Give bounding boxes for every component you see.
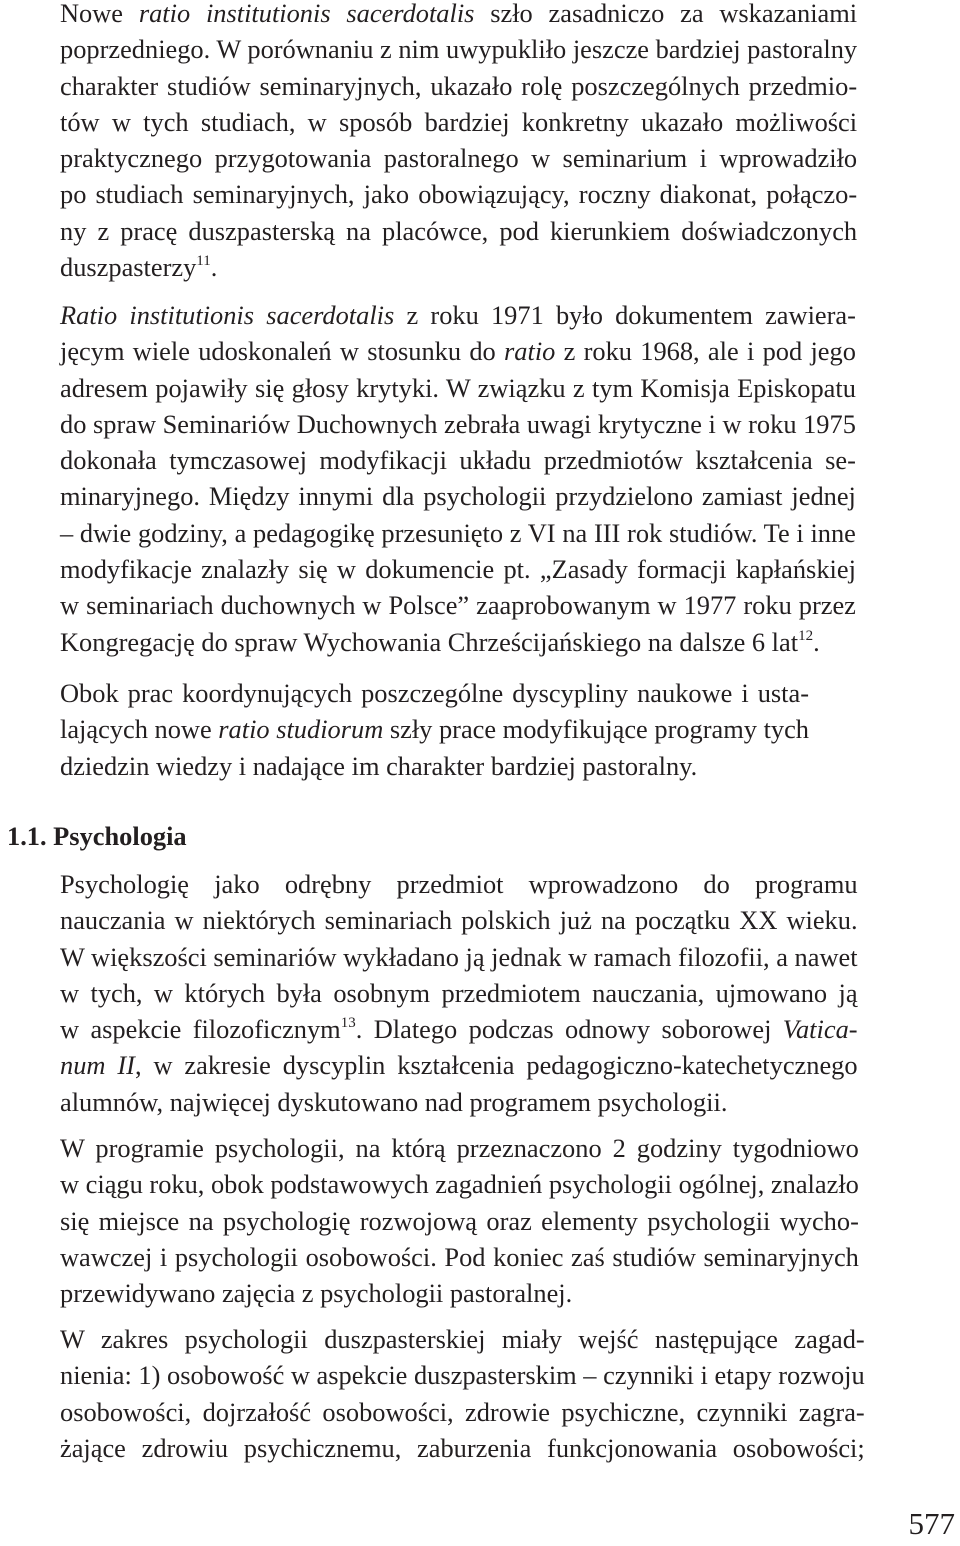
text-line: Psychologię jako odrębny przedmiot wprowadzono do programu — [60, 869, 858, 899]
text-line: alumnów, najwięcej dyskutowano nad programem psychologii. — [60, 1086, 728, 1117]
text-line: – dwie godziny, a pedagogikę przesunięto z VI na III rok studiów. Te i inne — [60, 517, 856, 548]
text-line: osobowości, dojrzałość osobowości, zdrowie psychiczne, czynniki zagra- — [60, 1396, 865, 1427]
text-line: wawczej i psychologii osobowości. Pod koniec zaś studiów seminaryjnych — [60, 1241, 859, 1272]
text-line: nienia: 1) osobowość w aspekcie duszpasterskim – czynniki i etapy rozwoju — [60, 1360, 865, 1391]
text-line: nauczania w niektórych seminariach polskich już na początku XX wieku. — [60, 905, 858, 936]
footnote-ref[interactable]: 11 — [196, 253, 211, 270]
text-line: dziedzin wiedzy i nadające im charakter bardziej pastoralny. — [60, 750, 698, 781]
paragraph-ratio-1971 — [7, 297, 856, 660]
page-number: 577 — [908, 1506, 955, 1541]
paragraph-ratio-1 — [7, 0, 857, 285]
footnote-ref[interactable]: 12 — [798, 627, 814, 644]
text-line: Ratio institutionis sacerdotalis z roku 1971 było dokumentem zawiera- — [60, 300, 856, 330]
text-line: Nowe ratio institutionis sacerdotalis szło zasadniczo za wskazaniami — [60, 0, 858, 28]
text-line: poprzedniego. W porównaniu z nim uwypukliło jeszcze bardziej pastoralny — [60, 34, 858, 65]
text-line: się miejsce na psychologię rozwojową oraz elementy psychologii wycho- — [60, 1205, 859, 1236]
text-line: lających nowe ratio studiorum szły prace modyfikujące programy tych — [60, 714, 810, 745]
paragraph-psychologia-duszpasterska — [7, 1321, 865, 1466]
text-line: ny z pracę duszpasterską na placówce, pod kierunkiem doświadczonych — [60, 215, 858, 246]
text-line: tów w tych studiach, w sposób bardziej konkretny ukazało możliwości — [60, 106, 858, 137]
text-line: w tych, w których była osobnym przedmiotem nauczania, ujmowano ją — [60, 977, 858, 1008]
paragraph-ratio-studiorum — [7, 675, 809, 784]
text-line: Obok prac koordynujących poszczególne dyscypliny naukowe i usta- — [60, 678, 810, 708]
text-line: w ciągu roku, obok podstawowych zagadnień psychologii ogólnej, znalazło — [60, 1169, 859, 1200]
text-line: num II, w zakresie dyscyplin kształcenia pedagogiczno-katechetycznego — [60, 1050, 858, 1081]
text-line: praktycznego przygotowania pastoralnego w seminarium i wprowadziło — [60, 143, 858, 174]
text-line: żające zdrowiu psychicznemu, zaburzenia funkcjonowania osobowości; — [60, 1432, 865, 1463]
footnote-ref[interactable]: 13 — [340, 1015, 356, 1032]
text-line: Kongregację do spraw Wychowania Chrześcijańskiego na dalsze 6 lat$^{12}$. — [60, 626, 820, 657]
text-line: modyfikacje znalazły się w dokumencie pt. „Zasady formacji kapłańskiej — [60, 554, 856, 585]
text-line: do spraw Seminariów Duchownych zebrała uwagi krytyczne i w roku 1975 — [60, 408, 856, 439]
text-line: W programie psychologii, na którą przeznaczono 2 godziny tygodniowo — [60, 1133, 859, 1163]
text-line: charakter studiów seminaryjnych, ukazało rolę poszczególnych przedmio- — [60, 70, 858, 101]
text-line: minaryjnego. Między innymi dla psychologii przydzielono zamiast jednej — [60, 481, 856, 512]
text-line: dokonała tymczasowej modyfikacji układu przedmiotów kształcenia se- — [60, 445, 856, 476]
paragraph-program-psychologii — [7, 1130, 859, 1311]
text-line: adresem pojawiły się głosy krytyki. W związku z tym Komisja Episkopatu — [60, 372, 856, 403]
text-line: jęcym wiele udoskonaleń w stosunku do ratio z roku 1968, ale i pod jego — [60, 336, 856, 367]
text-line: w aspekcie filozoficznym$^{13}$. Dlatego podczas odnowy soborowej Vatica- — [60, 1014, 858, 1045]
text-line: W większości seminariów wykładano ją jednak w ramach filozofii, a nawet — [60, 941, 858, 972]
paragraph-psychologia-intro — [7, 866, 858, 1120]
text-line: w seminariach duchownych w Polsce” zaaprobowanym w 1977 roku przez — [60, 590, 856, 621]
text-line: W zakres psychologii duszpasterskiej miały wejść następujące zagad- — [60, 1324, 865, 1354]
text-line: po studiach seminaryjnych, jako obowiązujący, roczny diakonat, połączo- — [60, 179, 858, 210]
text-line: duszpasterzy$^{11}$. — [60, 252, 218, 283]
section-heading: 1.1. Psychologia — [7, 821, 187, 851]
text-line: przewidywano zajęcia z psychologii pastoralnej. — [60, 1278, 573, 1309]
